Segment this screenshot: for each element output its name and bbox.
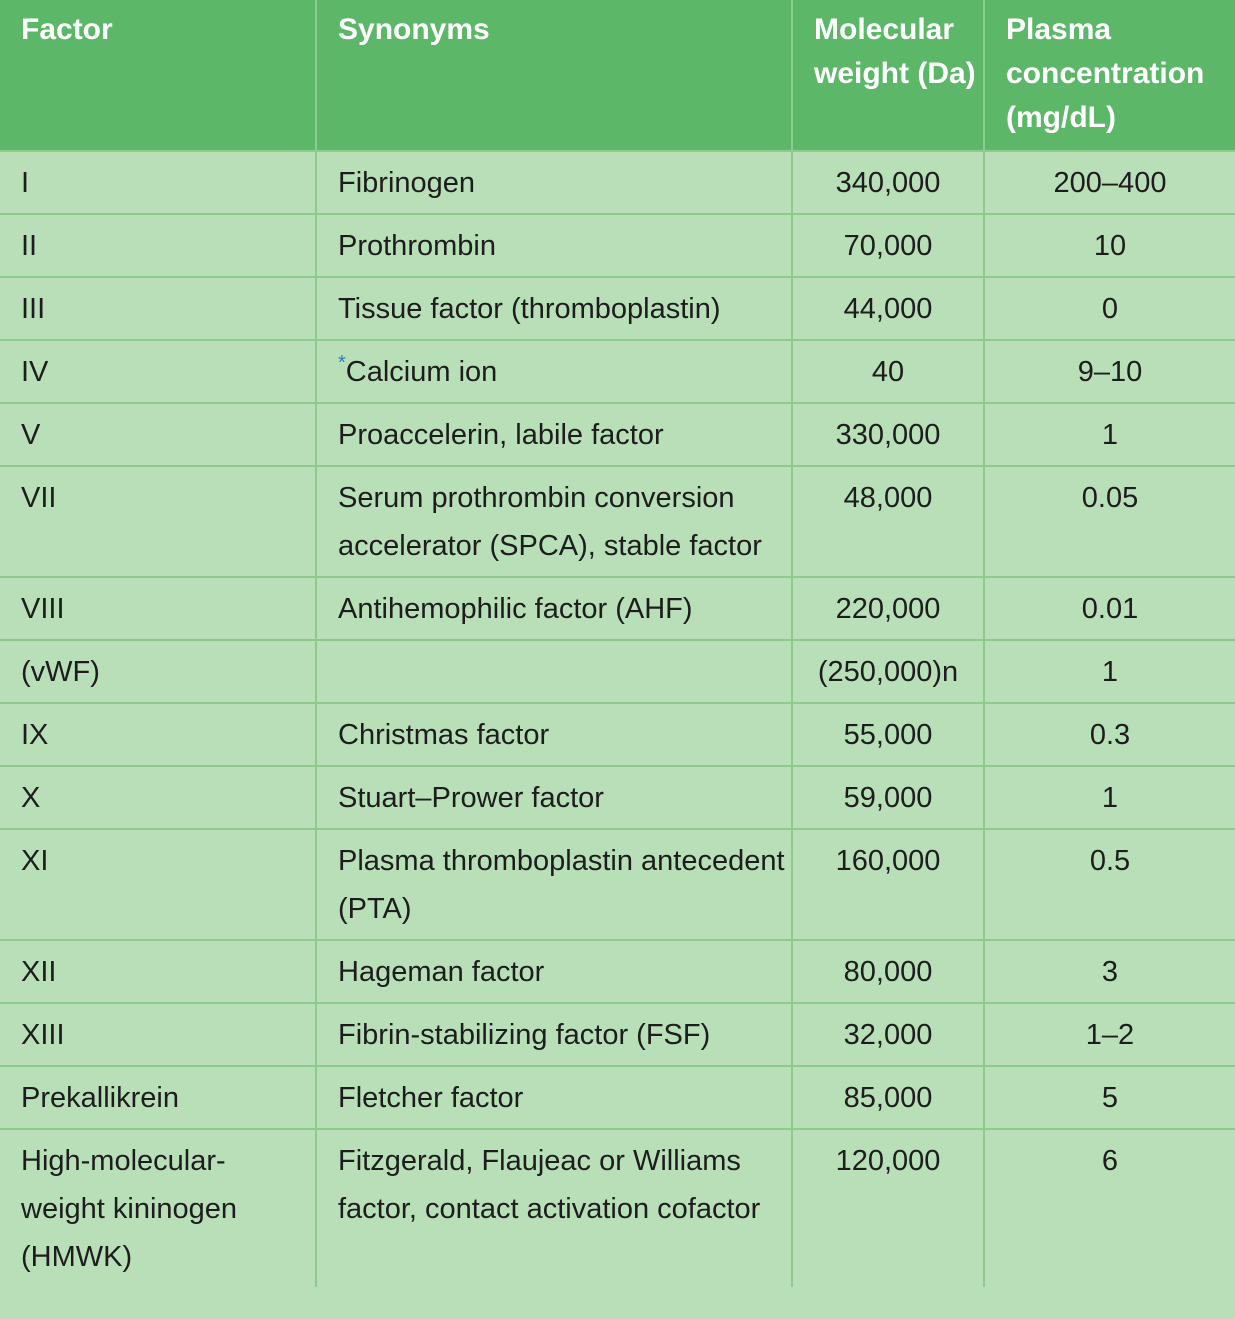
synonyms-cell [316, 577, 792, 640]
molecular-weight-cell: 48,000 [792, 466, 984, 577]
factor-cell: XII [0, 940, 316, 1003]
plasma-concentration-cell: 0 [984, 277, 1235, 340]
plasma-concentration-cell: 3 [984, 940, 1235, 1003]
table-row [0, 151, 1235, 214]
factor-cell: VII [0, 466, 316, 577]
molecular-weight-cell: 44,000 [792, 277, 984, 340]
factor-cell: III [0, 277, 316, 340]
molecular-weight-cell: 40 [792, 340, 984, 403]
synonyms-text: Fletcher factor [338, 1082, 524, 1114]
plasma-concentration-cell: 0.05 [984, 466, 1235, 577]
table-row [0, 340, 1235, 403]
synonyms-cell [316, 151, 792, 214]
molecular-weight-cell: 120,000 [792, 1129, 984, 1287]
header-synonyms: Synonyms [316, 0, 792, 151]
footnote-marker: * [338, 352, 346, 374]
synonyms-cell [316, 1003, 792, 1066]
factor-cell: IV [0, 340, 316, 403]
table-row [0, 703, 1235, 766]
factor-cell: II [0, 214, 316, 277]
factor-cell: XIII [0, 1003, 316, 1066]
plasma-concentration-cell: 9–10 [984, 340, 1235, 403]
table-header [0, 0, 1235, 151]
table-row [0, 640, 1235, 703]
synonyms-cell [316, 1066, 792, 1129]
table-row [0, 577, 1235, 640]
synonyms-text: Plasma thromboplastin antecedent (PTA) [338, 845, 785, 925]
factor-cell: VIII [0, 577, 316, 640]
table-row [0, 214, 1235, 277]
synonyms-cell [316, 703, 792, 766]
plasma-concentration-cell: 1–2 [984, 1003, 1235, 1066]
synonyms-cell [316, 466, 792, 577]
header-row [0, 0, 1235, 151]
plasma-concentration-cell: 10 [984, 214, 1235, 277]
molecular-weight-cell: 220,000 [792, 577, 984, 640]
molecular-weight-cell: 85,000 [792, 1066, 984, 1129]
plasma-concentration-cell: 0.3 [984, 703, 1235, 766]
table-row [0, 277, 1235, 340]
synonyms-text: Fitzgerald, Flaujeac or Williams factor, contact activation cofactor [338, 1145, 761, 1225]
molecular-weight-cell: (250,000)n [792, 640, 984, 703]
plasma-concentration-cell: 1 [984, 640, 1235, 703]
factor-cell: High-molecular-weight kininogen (HMWK) [0, 1129, 316, 1287]
factor-cell: I [0, 151, 316, 214]
synonyms-cell [316, 640, 792, 703]
table-row [0, 829, 1235, 940]
factor-cell: X [0, 766, 316, 829]
synonyms-cell [316, 940, 792, 1003]
synonyms-text: Proaccelerin, labile factor [338, 419, 664, 451]
table-row [0, 466, 1235, 577]
plasma-concentration-cell: 1 [984, 766, 1235, 829]
factor-cell: Prekallikrein [0, 1066, 316, 1129]
synonyms-text: Prothrombin [338, 230, 496, 262]
synonyms-text: Fibrin-stabilizing factor (FSF) [338, 1019, 711, 1051]
table-row [0, 940, 1235, 1003]
factor-cell: XI [0, 829, 316, 940]
table-body [0, 151, 1235, 1287]
synonyms-text: Stuart–Prower factor [338, 782, 604, 814]
synonyms-text: Fibrinogen [338, 167, 476, 199]
factor-cell: V [0, 403, 316, 466]
molecular-weight-cell: 160,000 [792, 829, 984, 940]
molecular-weight-cell: 80,000 [792, 940, 984, 1003]
table-row [0, 1129, 1235, 1287]
header-molecular-weight: Molecular weight (Da) [792, 0, 984, 151]
synonyms-text: Calcium ion [345, 356, 498, 388]
synonyms-text: Antihemophilic factor (AHF) [338, 593, 693, 625]
synonyms-cell [316, 340, 792, 403]
factor-cell: IX [0, 703, 316, 766]
plasma-concentration-cell: 0.01 [984, 577, 1235, 640]
synonyms-text: Serum prothrombin conversion accelerator (SPCA), stable factor [338, 482, 762, 562]
molecular-weight-cell: 70,000 [792, 214, 984, 277]
synonyms-cell [316, 766, 792, 829]
plasma-concentration-cell: 0.5 [984, 829, 1235, 940]
synonyms-cell [316, 214, 792, 277]
table-row [0, 403, 1235, 466]
molecular-weight-cell: 340,000 [792, 151, 984, 214]
plasma-concentration-cell: 200–400 [984, 151, 1235, 214]
table-row [0, 1003, 1235, 1066]
synonyms-cell [316, 277, 792, 340]
molecular-weight-cell: 59,000 [792, 766, 984, 829]
molecular-weight-cell: 330,000 [792, 403, 984, 466]
synonyms-cell [316, 1129, 792, 1287]
plasma-concentration-cell: 1 [984, 403, 1235, 466]
plasma-concentration-cell: 5 [984, 1066, 1235, 1129]
synonyms-cell [316, 829, 792, 940]
table-row [0, 766, 1235, 829]
factor-cell: (vWF) [0, 640, 316, 703]
synonyms-text: Tissue factor (thromboplastin) [338, 293, 721, 325]
synonyms-text: Christmas factor [338, 719, 550, 751]
header-plasma-concentration: Plasma concentration (mg/dL) [984, 0, 1235, 151]
synonyms-cell [316, 403, 792, 466]
plasma-concentration-cell: 6 [984, 1129, 1235, 1287]
molecular-weight-cell: 32,000 [792, 1003, 984, 1066]
table-row [0, 1066, 1235, 1129]
synonyms-text: Hageman factor [338, 956, 545, 988]
header-factor: Factor [0, 0, 316, 151]
molecular-weight-cell: 55,000 [792, 703, 984, 766]
